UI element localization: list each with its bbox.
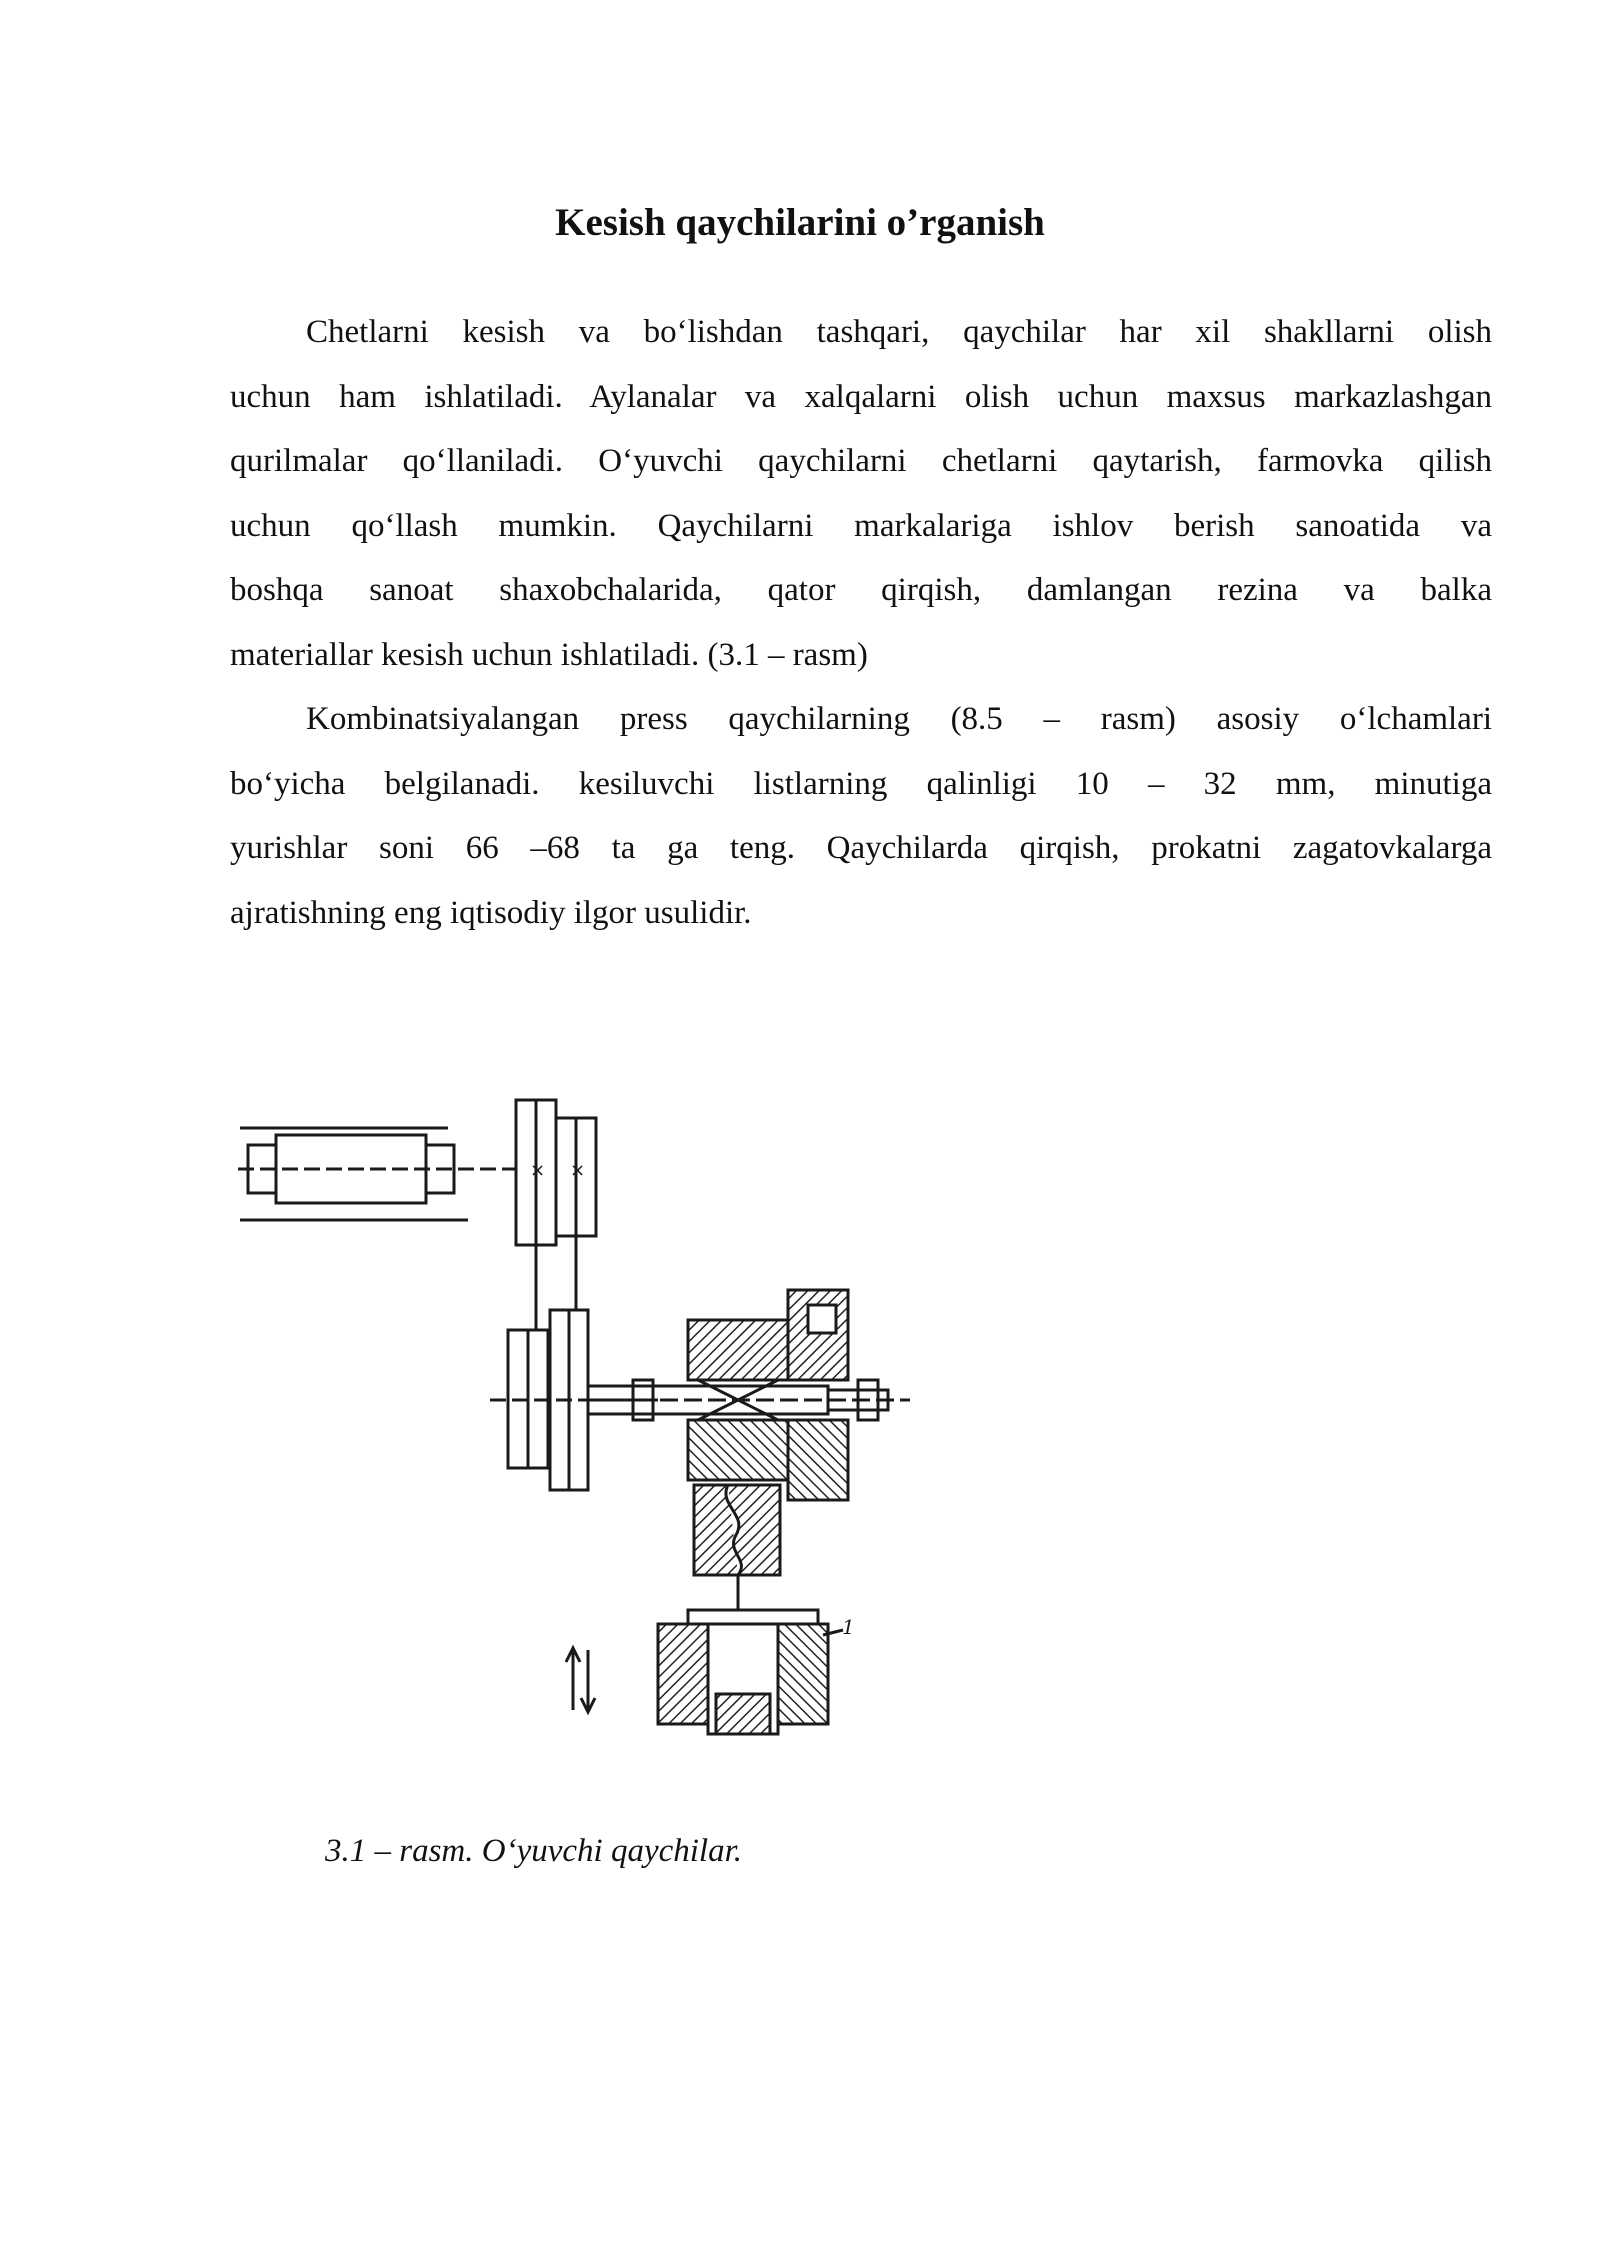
text-line: yurishlar soni 66 –68 ta ga teng. Qaychilarda qirqish, prokatni zagatovkalarga: [230, 830, 1492, 866]
text-line: bo‘yicha belgilanadi. kesiluvchi listlarning qalinligi 10 – 32 mm, minutiga: [230, 765, 1492, 802]
svg-text:×: ×: [570, 1160, 586, 1181]
figure-caption: 3.1 – rasm. O‘yuvchi qaychilar.: [325, 1833, 743, 1869]
body-text: [230, 300, 1492, 945]
figure-part-label: 1: [842, 1615, 855, 1639]
text-line: Kombinatsiyalangan press qaychilarning (8.5 – rasm) asosiy o‘lchamlari: [306, 701, 1492, 737]
text-line: uchun ham ishlatiladi. Aylanalar va xalqalarni olish uchun maxsus markazlashgan: [230, 378, 1492, 415]
svg-text:×: ×: [530, 1160, 546, 1181]
shears-drawing: [238, 1090, 922, 1740]
text-line: boshqa sanoat shaxobchalarida, qator qirqish, damlangan rezina va balka: [230, 572, 1492, 608]
text-line: uchun qo‘llash mumkin. Qaychilarni markalariga ishlov berish sanoatida va: [230, 507, 1492, 544]
page-title: Kesish qaychilarini o’rganish: [555, 201, 1045, 244]
text-line: materiallar kesish uchun ishlatiladi. (3.1 – rasm): [230, 636, 868, 673]
text-line: Chetlarni kesish va bo‘lishdan tashqari, qaychilar har xil shakllarni olish: [306, 314, 1492, 350]
text-line: ajratishning eng iqtisodiy ilgor usulidir.: [230, 894, 752, 931]
text-line: qurilmalar qo‘llaniladi. O‘yuvchi qaychilarni chetlarni qaytarish, farmovka qilish: [230, 443, 1492, 479]
